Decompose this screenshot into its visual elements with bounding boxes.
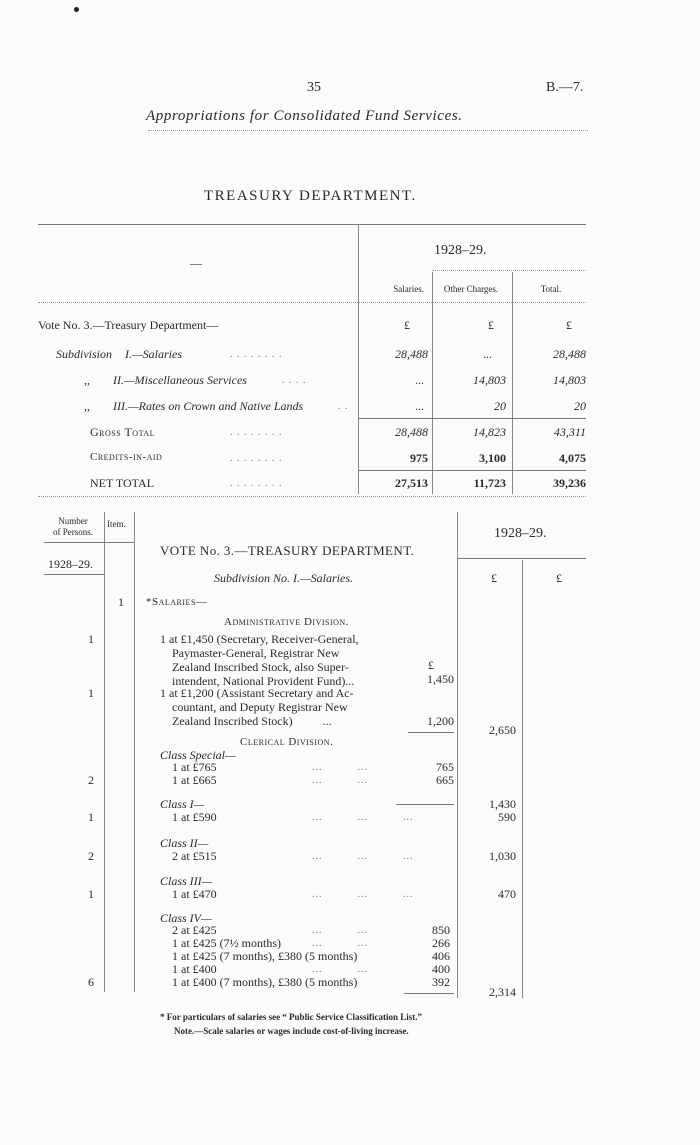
net-other: 11,723 <box>473 476 506 490</box>
entry-line: Zealand Inscribed Stock) ... <box>172 714 332 728</box>
row-prefix: Subdivision <box>56 347 112 361</box>
currency-col-b: £ <box>556 571 562 585</box>
col-total: Total. <box>540 284 562 294</box>
footnote-note: Note.—Scale salaries or wages include cost-of-living increase. <box>174 1026 409 1036</box>
detail-vrule-item <box>134 512 135 992</box>
entry-line: Zealand Inscribed Stock, also Super- <box>172 660 349 674</box>
net-top-rule <box>358 470 586 471</box>
entry-line: countant, and Deputy Registrar New <box>172 700 348 714</box>
row-dots: ... ... ... <box>312 812 414 823</box>
admin-total: 2,650 <box>489 723 516 737</box>
currency-other: £ <box>488 318 494 332</box>
row-total: 28,488 <box>553 347 586 361</box>
net-total-label: NET TOTAL <box>90 476 155 490</box>
class-special-amount-1: 765 <box>436 760 454 774</box>
gross-salaries: 28,488 <box>395 425 428 439</box>
detail-vrule-amount-b <box>522 560 523 998</box>
vote-title: VOTE No. 3.—TREASURY DEPARTMENT. <box>160 543 415 558</box>
gross-top-rule <box>358 418 586 419</box>
administrative-division-heading: Administrative Division. <box>224 616 349 628</box>
class-i-line: 1 at £590 <box>172 810 217 824</box>
row-total: 20 <box>574 399 586 413</box>
class-i-subtotal: 1,430 <box>489 797 516 811</box>
entry-line: 1 at £1,200 (Assistant Secretary and Ac- <box>160 686 354 700</box>
row-dots: ... ... <box>312 762 368 773</box>
summary-bottom-rule <box>38 496 586 497</box>
credits-total: 4,075 <box>559 451 586 465</box>
row-dots: ... ... ... <box>312 889 414 900</box>
net-total: 39,236 <box>553 476 586 490</box>
summary-row <box>56 347 182 362</box>
row-total: 14,803 <box>553 373 586 387</box>
col-item: Item. <box>107 519 126 529</box>
detail-year-left: 1928–29. <box>48 557 93 571</box>
document-reference: B.—7. <box>546 80 584 95</box>
col-salaries: Salaries. <box>393 284 424 294</box>
item-number: 1 <box>118 595 124 609</box>
detail-year-right: 1928–29. <box>494 526 547 541</box>
credits-in-aid-label: Credits-in-aid <box>90 451 163 463</box>
row-dots: . . . . . . . . <box>230 349 283 360</box>
detail-year-right-rule <box>457 558 586 559</box>
persons-count: 1 <box>88 632 94 646</box>
page-number: 35 <box>307 80 321 95</box>
admin-2-amount: 1,200 <box>427 714 454 728</box>
gross-total: 43,311 <box>553 425 586 439</box>
class-iv-amount-3: 406 <box>432 949 450 963</box>
summary-row <box>84 399 303 414</box>
entry-line: intendent, National Provident Fund)... <box>172 674 355 688</box>
summary-vote-line: Vote No. 3.—Treasury Department— <box>38 318 219 332</box>
row-dots: . . . . . . . . <box>230 453 283 464</box>
class-iv-amount-2: 266 <box>432 936 450 950</box>
row-dots: ... ... <box>312 938 368 949</box>
persons-count: 6 <box>88 975 94 989</box>
class-iv-line-3: 1 at £425 (7 months), £380 (5 months) <box>172 949 358 963</box>
row-salaries: ... <box>415 373 424 387</box>
header-rule <box>148 130 588 131</box>
entry-line: 1 at £1,450 (Secretary, Receiver-General, <box>160 632 359 646</box>
class-iv-sum-rule <box>404 993 454 994</box>
row-salaries: ... <box>415 399 424 413</box>
credits-salaries: 975 <box>410 451 428 465</box>
admin-sum-rule <box>408 732 454 733</box>
persons-count: 1 <box>88 887 94 901</box>
row-dots: ... ... <box>312 964 368 975</box>
class-iv-line-5: 1 at £400 (7 months), £380 (5 months) <box>172 975 358 989</box>
gross-total-label: Gross Total <box>90 425 155 439</box>
class-ii-line: 2 at £515 <box>172 849 217 863</box>
detail-vrule-persons <box>104 512 105 992</box>
admin-1-amount: 1,450 <box>427 672 454 686</box>
row-dots: . . . . . . . . <box>230 427 283 438</box>
persons-header-text: Number of Persons. <box>53 516 93 537</box>
summary-blank-heading: — <box>190 256 202 270</box>
row-label: III.—Rates on Crown and Native Lands <box>113 399 304 413</box>
currency-salaries: £ <box>404 318 410 332</box>
col-other-charges: Other Charges. <box>443 284 499 294</box>
class-iv-line-1: 2 at £425 <box>172 923 217 937</box>
class-special-line-1: 1 at £765 <box>172 760 217 774</box>
row-dots: . . <box>338 401 349 412</box>
entry-line: Paymaster-General, Registrar New <box>172 646 340 660</box>
class-i-label: Class I— <box>160 797 205 811</box>
class-iv-total: 2,314 <box>489 985 516 999</box>
class-iv-amount-4: 400 <box>432 962 450 976</box>
row-other: 20 <box>494 399 506 413</box>
row-dots: . . . . <box>282 375 307 386</box>
class-iv-amount-1: 850 <box>432 923 450 937</box>
class-iv-label: Class IV— <box>160 911 212 925</box>
admin-entry-1 <box>160 632 359 688</box>
class-ii-amount: 1,030 <box>489 849 516 863</box>
row-dots: ... ... <box>312 925 368 936</box>
summary-year-rule <box>432 270 586 271</box>
row-dots: ... ... ... <box>312 851 414 862</box>
row-prefix: ,, <box>84 399 90 413</box>
class-iii-line: 1 at £470 <box>172 887 217 901</box>
class-special-amount-2: 665 <box>436 773 454 787</box>
class-iv-line-4: 1 at £400 <box>172 962 217 976</box>
subdivision-title: Subdivision No. I.—Salaries. <box>214 571 354 585</box>
class-special-label: Class Special— <box>160 748 236 762</box>
col-number-of-persons <box>44 516 102 538</box>
gross-other: 14,823 <box>473 425 506 439</box>
row-label: I.—Salaries <box>125 347 182 361</box>
class-i-amount: 590 <box>498 810 516 824</box>
row-salaries: 28,488 <box>395 347 428 361</box>
class-special-line-2: 1 at £665 <box>172 773 217 787</box>
row-dots: ... ... <box>312 775 368 786</box>
summary-year: 1928–29. <box>434 243 487 258</box>
row-label: II.—Miscellaneous Services <box>113 373 247 387</box>
summary-top-rule <box>38 224 586 225</box>
class-iii-amount: 470 <box>498 887 516 901</box>
persons-count: 1 <box>88 686 94 700</box>
clerical-division-heading: Clerical Division. <box>240 736 334 748</box>
row-other: 14,803 <box>473 373 506 387</box>
class-iv-line-2: 1 at £425 (7½ months) <box>172 936 281 950</box>
currency-total: £ <box>566 318 572 332</box>
class-i-rule <box>396 804 454 805</box>
persons-count: 2 <box>88 849 94 863</box>
department-title: TREASURY DEPARTMENT. <box>204 188 417 204</box>
row-prefix: ,, <box>84 373 90 387</box>
persons-count: 2 <box>88 773 94 787</box>
net-salaries: 27,513 <box>395 476 428 490</box>
class-iv-amount-5: 392 <box>432 975 450 989</box>
summary-row <box>84 373 247 388</box>
admin-entry-2 <box>160 686 354 728</box>
row-dots: . . . . . . . . <box>230 478 283 489</box>
currency-col-a: £ <box>491 571 497 585</box>
smudge-mark <box>74 7 79 12</box>
summary-header-rule <box>38 302 586 303</box>
credits-other: 3,100 <box>479 451 506 465</box>
class-ii-label: Class II— <box>160 836 209 850</box>
running-title: Appropriations for Consolidated Fund Services. <box>146 108 463 124</box>
row-other: ... <box>483 347 492 361</box>
salaries-heading: *Salaries— <box>146 596 208 608</box>
footnote-classification: * For particulars of salaries see “ Public Service Classification List.” <box>160 1012 423 1022</box>
class-iii-label: Class III— <box>160 874 213 888</box>
detail-header-rule <box>44 542 134 543</box>
detail-year-rule <box>44 574 104 575</box>
admin-1-pound: £ <box>428 658 434 672</box>
persons-count: 1 <box>88 810 94 824</box>
